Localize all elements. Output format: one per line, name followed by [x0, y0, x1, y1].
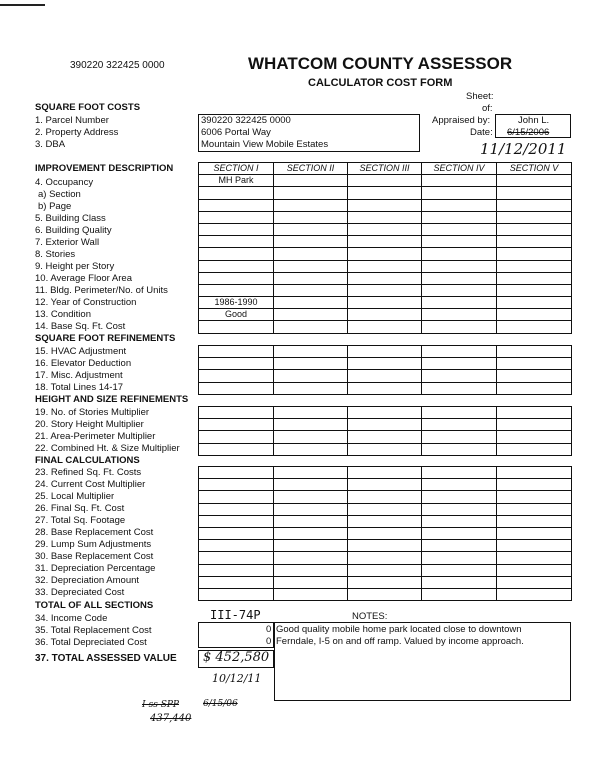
- table-row: [199, 515, 572, 527]
- table-cell[interactable]: [199, 211, 274, 223]
- section-header-3: SECTION III: [348, 163, 422, 175]
- income-code-value: III-74P: [210, 608, 261, 622]
- table-cell[interactable]: [497, 407, 572, 419]
- label-base-replacement-cost-2: 30. Base Replacement Cost: [35, 551, 154, 562]
- table-cell[interactable]: [199, 407, 274, 419]
- table-cell[interactable]: [422, 272, 497, 284]
- table-row: [199, 236, 572, 248]
- dba-value: Mountain View Mobile Estates: [201, 139, 329, 150]
- table-row: [199, 431, 572, 443]
- table-cell[interactable]: [348, 479, 422, 491]
- table-cell[interactable]: [497, 297, 572, 309]
- table-cell[interactable]: [422, 187, 497, 199]
- table-cell[interactable]: [497, 284, 572, 296]
- table-cell[interactable]: [497, 382, 572, 394]
- table-cell[interactable]: [274, 187, 348, 199]
- table-cell[interactable]: [497, 309, 572, 321]
- table-row: [199, 479, 572, 491]
- table-cell[interactable]: [422, 588, 497, 600]
- table-cell[interactable]: [348, 527, 422, 539]
- table-cell[interactable]: [497, 540, 572, 552]
- table-row: [199, 223, 572, 235]
- table-row: [199, 309, 572, 321]
- label-condition: 13. Condition: [35, 309, 91, 320]
- label-depreciated-cost: 33. Depreciated Cost: [35, 587, 125, 598]
- table-cell[interactable]: [199, 284, 274, 296]
- table-cell[interactable]: [348, 346, 422, 358]
- table-cell[interactable]: [497, 321, 572, 333]
- total-replacement-cost: 0: [266, 624, 272, 635]
- table-row: [199, 187, 572, 199]
- improvement-table: [198, 162, 572, 334]
- table-cell[interactable]: [497, 223, 572, 235]
- table-cell[interactable]: [348, 187, 422, 199]
- table-row: [199, 321, 572, 333]
- table-cell[interactable]: [199, 527, 274, 539]
- table-cell[interactable]: [348, 515, 422, 527]
- table-cell[interactable]: [497, 358, 572, 370]
- table-cell[interactable]: [274, 284, 348, 296]
- notes-line-1: Good quality mobile home park located close to downtown: [276, 624, 522, 635]
- assessed-value: $ 452,580: [203, 650, 270, 665]
- table-cell[interactable]: [274, 552, 348, 564]
- label-story-height-multiplier: 20. Story Height Multiplier: [35, 419, 144, 430]
- page-title: WHATCOM COUNTY ASSESSOR: [248, 54, 513, 73]
- label-parcel-number: 1. Parcel Number: [35, 115, 109, 126]
- table-row: [199, 540, 572, 552]
- table-row: [199, 407, 572, 419]
- old-value: 437,440: [150, 713, 192, 724]
- table-cell[interactable]: [348, 199, 422, 211]
- section-header-5: SECTION V: [497, 163, 572, 175]
- table-cell[interactable]: [422, 211, 497, 223]
- label-hvac: 15. HVAC Adjustment: [35, 346, 127, 357]
- table-cell[interactable]: [422, 248, 497, 260]
- table-row: [199, 211, 572, 223]
- table-cell[interactable]: [422, 527, 497, 539]
- label-average-floor-area: 10. Average Floor Area: [35, 273, 132, 284]
- table-cell[interactable]: [199, 236, 274, 248]
- property-address-value: 6006 Portal Way: [201, 127, 271, 138]
- page-subtitle: CALCULATOR COST FORM: [308, 77, 453, 89]
- table-cell[interactable]: [199, 248, 274, 260]
- improvement-heading: IMPROVEMENT DESCRIPTION: [35, 163, 174, 174]
- table-cell[interactable]: [199, 370, 274, 382]
- final-calc-table: [198, 466, 572, 601]
- table-cell[interactable]: [348, 236, 422, 248]
- label-total-14-17: 18. Total Lines 14-17: [35, 382, 124, 393]
- label-area-perimeter-multiplier: 21. Area-Perimeter Multiplier: [35, 431, 156, 442]
- table-cell[interactable]: [199, 515, 274, 527]
- table-cell[interactable]: [199, 346, 274, 358]
- table-cell[interactable]: [274, 248, 348, 260]
- label-section: a) Section: [38, 189, 81, 200]
- table-row: [199, 576, 572, 588]
- parcel-number-value: 390220 322425 0000: [201, 115, 291, 126]
- table-cell[interactable]: [274, 211, 348, 223]
- appraiser-name: John L.: [518, 115, 550, 126]
- label-height-per-story: 9. Height per Story: [35, 261, 115, 272]
- table-cell[interactable]: [497, 503, 572, 515]
- table-cell[interactable]: [274, 309, 348, 321]
- assessed-date: 10/12/11: [212, 672, 262, 685]
- notes-line-2: Ferndale, I-5 on and off ramp. Valued by income approach.: [276, 636, 524, 647]
- label-depreciation-pct: 31. Depreciation Percentage: [35, 563, 156, 574]
- label-perimeter-units: 11. Bldg. Perimeter/No. of Units: [35, 285, 168, 296]
- table-row: [199, 503, 572, 515]
- label-exterior-wall: 7. Exterior Wall: [35, 237, 100, 248]
- table-cell[interactable]: [274, 576, 348, 588]
- totals-box: [198, 622, 274, 648]
- date-label: Date:: [470, 127, 493, 138]
- table-cell[interactable]: [274, 419, 348, 431]
- table-cell[interactable]: [422, 576, 497, 588]
- table-row: [199, 419, 572, 431]
- label-property-address: 2. Property Address: [35, 127, 119, 138]
- table-cell[interactable]: [274, 272, 348, 284]
- table-cell[interactable]: [497, 467, 572, 479]
- label-refined-sqft: 23. Refined Sq. Ft. Costs: [35, 467, 142, 478]
- table-cell[interactable]: [348, 443, 422, 455]
- table-cell[interactable]: Good: [199, 309, 274, 321]
- table-cell[interactable]: [199, 540, 274, 552]
- table-cell[interactable]: [199, 272, 274, 284]
- table-cell[interactable]: [348, 260, 422, 272]
- table-cell[interactable]: [497, 346, 572, 358]
- section-header-4: SECTION IV: [422, 163, 497, 175]
- table-cell[interactable]: [422, 552, 497, 564]
- table-cell[interactable]: [274, 370, 348, 382]
- table-cell[interactable]: 1986-1990: [199, 297, 274, 309]
- table-cell[interactable]: [274, 491, 348, 503]
- table-cell[interactable]: [199, 187, 274, 199]
- table-row: [199, 564, 572, 576]
- table-cell[interactable]: [348, 552, 422, 564]
- label-elevator: 16. Elevator Deduction: [35, 358, 132, 369]
- table-cell[interactable]: [348, 576, 422, 588]
- table-cell[interactable]: [422, 297, 497, 309]
- table-row: [199, 370, 572, 382]
- table-cell[interactable]: [274, 297, 348, 309]
- table-cell[interactable]: [348, 358, 422, 370]
- table-cell[interactable]: [497, 479, 572, 491]
- label-building-quality: 6. Building Quality: [35, 225, 112, 236]
- sheet-label: Sheet:: [466, 91, 494, 102]
- label-depreciation-amount: 32. Depreciation Amount: [35, 575, 140, 586]
- table-cell[interactable]: [497, 576, 572, 588]
- table-cell[interactable]: [348, 491, 422, 503]
- table-cell[interactable]: [199, 358, 274, 370]
- table-cell[interactable]: [199, 321, 274, 333]
- table-cell[interactable]: [348, 564, 422, 576]
- table-row: [199, 272, 572, 284]
- table-cell[interactable]: [497, 272, 572, 284]
- table-row: [199, 199, 572, 211]
- table-cell[interactable]: [274, 236, 348, 248]
- label-base-replacement-cost: 28. Base Replacement Cost: [35, 527, 154, 538]
- sf-refinements-heading: SQUARE FOOT REFINEMENTS: [35, 333, 176, 344]
- table-row: [199, 491, 572, 503]
- table-cell[interactable]: [348, 297, 422, 309]
- label-misc: 17. Misc. Adjustment: [35, 370, 123, 381]
- table-cell[interactable]: [199, 576, 274, 588]
- table-cell[interactable]: [422, 309, 497, 321]
- totals-heading: TOTAL OF ALL SECTIONS: [35, 600, 154, 611]
- table-cell[interactable]: [348, 223, 422, 235]
- table-cell[interactable]: [274, 358, 348, 370]
- final-calc-heading: FINAL CALCULATIONS: [35, 455, 140, 466]
- table-cell[interactable]: [422, 540, 497, 552]
- height-size-heading: HEIGHT AND SIZE REFINEMENTS: [35, 394, 189, 405]
- table-cell[interactable]: [497, 431, 572, 443]
- table-cell[interactable]: [497, 527, 572, 539]
- table-cell[interactable]: [274, 175, 348, 187]
- table-cell[interactable]: [497, 175, 572, 187]
- table-cell[interactable]: [274, 515, 348, 527]
- table-cell[interactable]: [497, 419, 572, 431]
- table-cell[interactable]: [274, 527, 348, 539]
- table-cell[interactable]: [274, 588, 348, 600]
- table-cell[interactable]: [348, 540, 422, 552]
- table-cell[interactable]: [422, 199, 497, 211]
- label-stories: 8. Stories: [35, 249, 76, 260]
- of-label: of:: [482, 103, 493, 114]
- table-cell[interactable]: [348, 407, 422, 419]
- label-occupancy: 4. Occupancy: [35, 177, 94, 188]
- table-cell[interactable]: [497, 370, 572, 382]
- label-year-construction: 12. Year of Construction: [35, 297, 137, 308]
- table-cell[interactable]: [199, 503, 274, 515]
- table-cell[interactable]: [199, 443, 274, 455]
- table-cell[interactable]: [274, 443, 348, 455]
- label-total-depreciated-cost: 36. Total Depreciated Cost: [35, 637, 147, 648]
- table-cell[interactable]: [497, 236, 572, 248]
- label-building-class: 5. Building Class: [35, 213, 106, 224]
- table-row: [199, 527, 572, 539]
- label-total-assessed-value: 37. TOTAL ASSESSED VALUE: [35, 653, 177, 664]
- table-cell[interactable]: [274, 199, 348, 211]
- table-cell[interactable]: [422, 491, 497, 503]
- old-date: 6/15/06: [203, 699, 238, 709]
- table-cell[interactable]: [497, 248, 572, 260]
- table-cell[interactable]: [274, 503, 348, 515]
- label-income-code: 34. Income Code: [35, 613, 108, 624]
- table-cell[interactable]: [199, 382, 274, 394]
- table-cell[interactable]: [199, 491, 274, 503]
- table-cell[interactable]: [497, 515, 572, 527]
- table-cell[interactable]: [348, 382, 422, 394]
- table-cell[interactable]: [497, 443, 572, 455]
- parcel-number-header: 390220 322425 0000: [70, 60, 165, 71]
- table-cell[interactable]: [497, 564, 572, 576]
- table-cell[interactable]: [274, 260, 348, 272]
- table-cell[interactable]: [348, 248, 422, 260]
- table-cell[interactable]: [274, 467, 348, 479]
- table-cell[interactable]: [497, 491, 572, 503]
- label-dba: 3. DBA: [35, 139, 66, 150]
- table-cell[interactable]: [348, 211, 422, 223]
- table-cell[interactable]: [348, 588, 422, 600]
- label-page: b) Page: [38, 201, 72, 212]
- table-cell[interactable]: [199, 260, 274, 272]
- table-cell[interactable]: [497, 552, 572, 564]
- table-cell[interactable]: [422, 382, 497, 394]
- date-struck: 6/15/2006: [507, 127, 550, 138]
- table-cell[interactable]: [199, 467, 274, 479]
- table-row: [199, 284, 572, 296]
- table-row: [199, 175, 572, 187]
- table-cell[interactable]: [199, 419, 274, 431]
- table-cell[interactable]: [422, 515, 497, 527]
- table-cell[interactable]: [348, 272, 422, 284]
- table-cell[interactable]: [422, 419, 497, 431]
- table-cell[interactable]: [422, 223, 497, 235]
- label-combined-multiplier: 22. Combined Ht. & Size Multiplier: [35, 443, 180, 454]
- table-cell[interactable]: [422, 321, 497, 333]
- table-cell[interactable]: [422, 431, 497, 443]
- table-cell[interactable]: [199, 223, 274, 235]
- table-row: [199, 552, 572, 564]
- table-cell[interactable]: [422, 236, 497, 248]
- table-cell[interactable]: [199, 431, 274, 443]
- table-cell[interactable]: [199, 564, 274, 576]
- table-cell[interactable]: [199, 552, 274, 564]
- table-cell[interactable]: [422, 260, 497, 272]
- table-cell[interactable]: [274, 321, 348, 333]
- table-row: [199, 588, 572, 600]
- old-income-code: I-ss SPP: [142, 700, 179, 710]
- table-cell[interactable]: [348, 321, 422, 333]
- table-row: [199, 260, 572, 272]
- table-cell[interactable]: [274, 479, 348, 491]
- label-stories-multiplier: 19. No. of Stories Multiplier: [35, 407, 150, 418]
- table-cell[interactable]: [348, 175, 422, 187]
- table-cell[interactable]: [274, 223, 348, 235]
- table-cell[interactable]: [274, 540, 348, 552]
- total-depreciated-cost: 0: [266, 636, 272, 647]
- table-cell[interactable]: [497, 211, 572, 223]
- label-current-cost-multiplier: 24. Current Cost Multiplier: [35, 479, 146, 490]
- table-cell[interactable]: [497, 260, 572, 272]
- table-cell[interactable]: [422, 443, 497, 455]
- table-cell[interactable]: [274, 564, 348, 576]
- table-cell[interactable]: [274, 407, 348, 419]
- table-cell[interactable]: [348, 503, 422, 515]
- table-cell[interactable]: [274, 431, 348, 443]
- label-total-sqft: 27. Total Sq. Footage: [35, 515, 126, 526]
- date-handwritten: 11/12/2011: [480, 140, 567, 158]
- sf-refinements-table: [198, 345, 572, 395]
- table-cell[interactable]: [274, 346, 348, 358]
- table-cell[interactable]: [199, 479, 274, 491]
- label-base-sqft-cost: 14. Base Sq. Ft. Cost: [35, 321, 126, 332]
- appraised-by-label: Appraised by:: [432, 115, 491, 126]
- table-row: [199, 297, 572, 309]
- table-cell[interactable]: [348, 467, 422, 479]
- label-total-replacement-cost: 35. Total Replacement Cost: [35, 625, 152, 636]
- table-cell[interactable]: [422, 467, 497, 479]
- label-final-sqft-cost: 26. Final Sq. Ft. Cost: [35, 503, 125, 514]
- table-cell[interactable]: [497, 199, 572, 211]
- table-cell[interactable]: [274, 382, 348, 394]
- table-cell[interactable]: [348, 431, 422, 443]
- table-cell[interactable]: [422, 284, 497, 296]
- table-cell[interactable]: [422, 407, 497, 419]
- square-foot-costs-heading: SQUARE FOOT COSTS: [35, 102, 141, 113]
- table-cell[interactable]: [422, 346, 497, 358]
- table-cell[interactable]: MH Park: [199, 175, 274, 187]
- table-cell[interactable]: [422, 479, 497, 491]
- section-header-2: SECTION II: [274, 163, 348, 175]
- section-header-1: SECTION I: [199, 163, 274, 175]
- table-row: [199, 467, 572, 479]
- table-row: [199, 346, 572, 358]
- table-cell[interactable]: [497, 187, 572, 199]
- table-cell[interactable]: [348, 284, 422, 296]
- table-cell[interactable]: [348, 419, 422, 431]
- table-cell[interactable]: [422, 564, 497, 576]
- table-cell[interactable]: [422, 370, 497, 382]
- table-cell[interactable]: [348, 370, 422, 382]
- table-cell[interactable]: [199, 588, 274, 600]
- table-cell[interactable]: [497, 588, 572, 600]
- label-lump-sum: 29. Lump Sum Adjustments: [35, 539, 152, 550]
- height-size-table: [198, 406, 572, 456]
- table-cell[interactable]: [422, 175, 497, 187]
- label-local-multiplier: 25. Local Multiplier: [35, 491, 115, 502]
- corner-mark: [0, 4, 45, 6]
- table-cell[interactable]: [199, 199, 274, 211]
- notes-label: NOTES:: [352, 611, 388, 622]
- table-cell[interactable]: [422, 358, 497, 370]
- table-cell[interactable]: [348, 309, 422, 321]
- table-row: [199, 248, 572, 260]
- table-cell[interactable]: [422, 503, 497, 515]
- table-row: [199, 358, 572, 370]
- table-row: [199, 443, 572, 455]
- table-row: [199, 382, 572, 394]
